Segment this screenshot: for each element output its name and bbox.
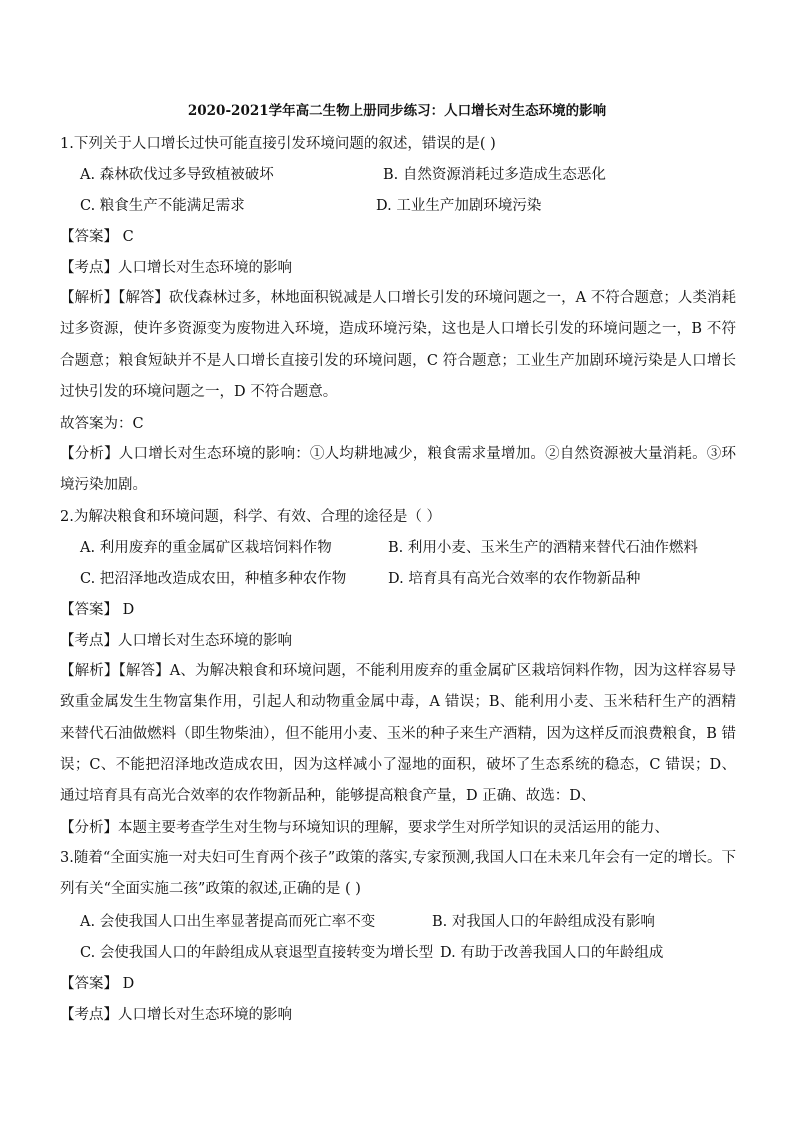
question-1-kaodian: 【考点】人口增长对生态环境的影响 xyxy=(60,260,292,276)
question-2-option-d: D. 培育具有高光合效率的农作物新品种 xyxy=(388,571,641,587)
question-1-option-d: D. 工业生产加剧环境污染 xyxy=(376,198,542,214)
question-2-stem: 2.为解决粮食和环境问题，科学、有效、合理的途径是（ ） xyxy=(60,509,441,525)
question-2-answer: 【答案】 D xyxy=(60,602,135,618)
question-2-option-c: C. 把沼泽地改造成农田，种植多种农作物 xyxy=(80,571,347,587)
question-3-option-b: B. 对我国人口的年龄组成没有影响 xyxy=(432,914,655,930)
question-2-option-b: B. 利用小麦、玉米生产的酒精来替代石油作燃料 xyxy=(388,540,698,556)
question-2-fenxi: 【分析】本题主要考查学生对生物与环境知识的理解，要求学生对所学知识的灵活运用的能力、 xyxy=(60,820,669,836)
question-1-option-b: B. 自然资源消耗过多造成生态恶化 xyxy=(383,167,606,183)
question-1-stem: 1.下列关于人口增长过快可能直接引发环境问题的叙述，错误的是( ) xyxy=(60,136,496,152)
question-3-kaodian: 【考点】人口增长对生态环境的影响 xyxy=(60,1007,292,1023)
question-3-stem: 3.随着“全面实施一对夫妇可生育两个孩子”政策的落实,专家预测,我国人口在未来几年会有一定的增长。下列有关“全面实施二孩”政策的叙述,正确的是 ( ) xyxy=(60,850,736,898)
question-2-jiexi: 【解析】【解答】A、为解决粮食和环境问题，不能利用废弃的重金属矿区栽培饲料作物，因为这样容易导致重金属发生生物富集作用，引起人和动物重金属中毒，A 错误；B、能利用小麦、玉米秸秆生产的酒精来替代石油做燃料（即生物柴油），但不能用小麦、玉米的种子来生产酒精，因为这样反而浪费粮食，B 错误；C、不能把沼泽地改造成农田，因为这样减小了湿地的面积，破坏了生态系统的稳态，C 错误；D、通过培育具有高光合效率的农作物新品种，能够提高粮食产量，D 正确、故选：D、 xyxy=(60,663,736,805)
question-2-kaodian: 【考点】人口增长对生态环境的影响 xyxy=(60,633,292,649)
question-3-option-c: C. 会使我国人口的年龄组成从衰退型直接转变为增长型 xyxy=(80,945,434,961)
question-1-jiexi: 【解析】【解答】砍伐森林过多，林地面积锐减是人口增长引发的环境问题之一，A 不符合题意；人类消耗过多资源，使许多资源变为废物进入环境，造成环境污染，这也是人口增长引发的环境问题之一，B 不符合题意；粮食短缺并不是人口增长直接引发的环境问题，C 符合题意；工业生产加剧环境污染是人口增长过快引发的环境问题之一，D 不符合题意。 xyxy=(60,290,736,400)
question-1-guda: 故答案为：C xyxy=(60,416,144,432)
question-1-option-c: C. 粮食生产不能满足需求 xyxy=(80,198,245,214)
question-3-answer: 【答案】 D xyxy=(60,976,135,992)
question-3-option-d: D. 有助于改善我国人口的年龄组成 xyxy=(440,945,664,961)
question-1-answer: 【答案】 C xyxy=(60,229,134,245)
question-3-option-a: A. 会使我国人口出生率显著提高而死亡率不变 xyxy=(80,914,376,930)
question-1-option-a: A. 森林砍伐过多导致植被破坏 xyxy=(80,167,274,183)
question-2-option-a: A. 利用废弃的重金属矿区栽培饲料作物 xyxy=(80,540,332,556)
question-1-fenxi: 【分析】人口增长对生态环境的影响：①人均耕地减少，粮食需求量增加。②自然资源被大量消耗。③环境污染加剧。 xyxy=(60,446,736,494)
document-title: 2020-2021学年高二生物上册同步练习：人口增长对生态环境的影响 xyxy=(187,103,607,119)
